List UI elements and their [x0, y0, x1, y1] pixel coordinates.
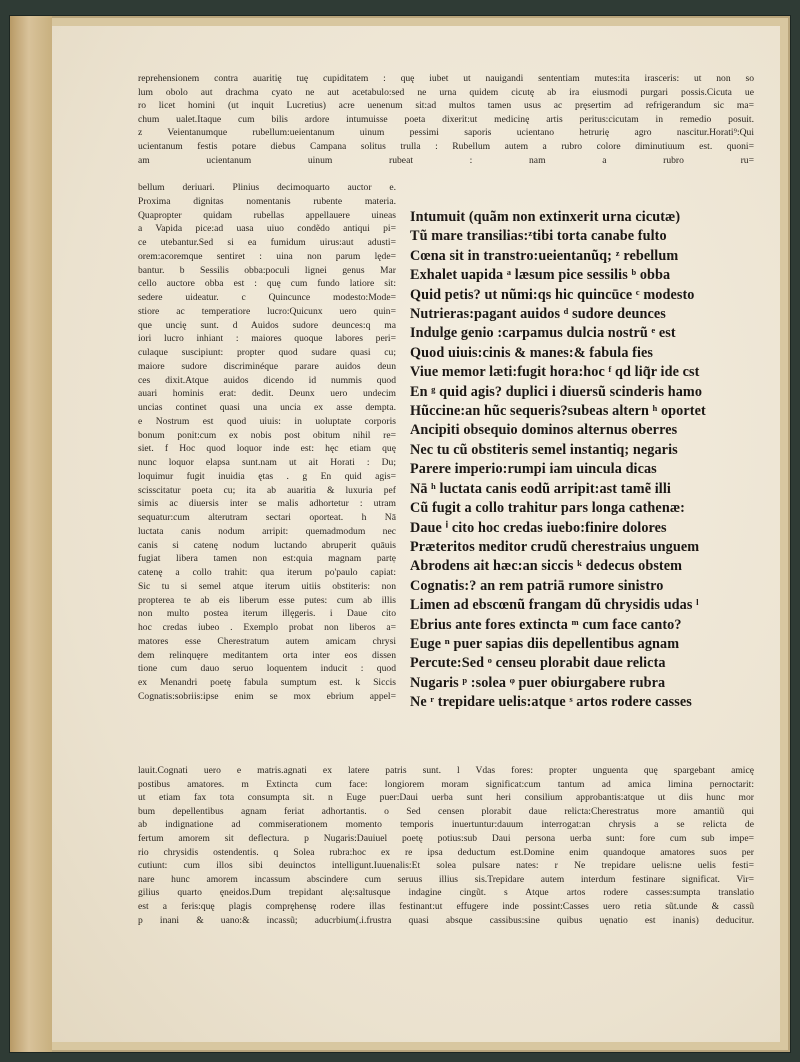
commentary-line: ut etiam fax tota consumpta sit. n Euge puer:Daui uerba sunt heri consilium approbantis:atque ut diis hunc mor [138, 792, 754, 804]
verse-line: Nugaris ᵖ :solea ᵠ puer obiurgabere rubra [410, 674, 666, 691]
commentary-line: luctata canis nodum arripit: quemadmodum nec [138, 525, 396, 537]
commentary-line: canis si catenę nodum luctando abruperit quāuis [138, 539, 396, 551]
top-commentary-block [138, 72, 754, 167]
commentary-line: que uncię sunt. d Auidos sudore deunces:q ma [138, 319, 396, 331]
verse-line: Nutrieras:pagant auidos ᵈ sudore deunces [410, 306, 666, 323]
page-binding-edge [10, 16, 52, 1052]
commentary-line: loquimur fugit inuidia ętas . g En quid agis= [138, 470, 396, 482]
commentary-line: ex Menandri poetę fabula sumptum est. k Siccis [138, 677, 396, 688]
commentary-line: catenę a collo trahit: qua iterum po'paulo capiat: [138, 567, 396, 578]
commentary-line: am ucientanum uinum rubeat : nam a rubro ru= [138, 154, 754, 166]
commentary-line: maiore sudore discriminéque parare auidos deun [138, 360, 396, 372]
commentary-line: simis ac diuersis inter se malis adhortetur : utram [138, 498, 396, 510]
verse-line: Hũccine:an hũc sequeris?subeas altern ʰ oportet [410, 403, 706, 420]
commentary-line: iori lucro inhiant : maiores quoque labores peri= [138, 333, 396, 345]
commentary-line: ucientanum festis potare diebus Campana solitus trulla : Rubellum autem a rubro colore diminutiuum est. quoni= [138, 140, 754, 152]
commentary-line: bellum deriuari. Plinius decimoquarto auctor e. [138, 182, 396, 193]
commentary-line: bum depellentibus agnam feriat adhortantis. o Sed censen plorabit daue relicta:Cherestratus more amantiũ qui [138, 805, 754, 817]
commentary-line: sedere uideatur. c Quincunce modesto:Mode= [138, 292, 396, 303]
commentary-line: gilius quarto ęneidos.Dum trepidant alę:saltusque indagine cingũt. s Atque artos rodere casses:sumpta translatio [138, 887, 754, 899]
commentary-line: uncias continet quasi una uncia ex asse dempta. [138, 402, 396, 413]
verse-line: Præteritos meditor crudũ cherestraius unguem [410, 538, 700, 555]
verse-line: Indulge genio :carpamus dulcia nostrũ ᵉ est [410, 325, 676, 342]
commentary-line: z Veientanumque rubellum:ueientanum uinum pessimi saporis ucientano hetrurię agro nascitur.Horati⁹:Qui [138, 127, 754, 139]
verse-line: Tũ mare transilias:ᶻtibi torta canabe fulto [410, 228, 667, 245]
commentary-line: ro licet homini (ut inquit Lucretius) acre uenenum sit:ad multos tamen usus ac pręsertim ad refrigerandum sic ma= [138, 100, 754, 112]
verse-line: Quod uiuis:cinis & manes:& fabula fies [410, 344, 654, 361]
bottom-commentary-block [138, 764, 754, 927]
commentary-line: matores esse Cherestratum autem amicam chrysi [138, 635, 396, 647]
main-verse-block [410, 208, 756, 713]
left-commentary-block [138, 181, 396, 704]
commentary-line: fugiat libera tamen non est:quia magnam partẹ [138, 553, 396, 565]
verse-line: Intumuit (quãm non extinxerit urna cicutæ) [410, 209, 681, 225]
commentary-line: ab indignatione ad commiserationem momento temporis inuertuntur:dauum interrogat:an chrysis a se relicta de [138, 819, 754, 831]
commentary-line: ces dixit.Atque auidos dicendo id nummis quod [138, 374, 396, 386]
commentary-line: Cognatis:sobriis:ipse enim se mox ebrium appel= [138, 690, 396, 702]
commentary-line: p inani & uano:& incassũ; aducrbium(.i.frustra quasi absque cassibus:sine quibus uęnatio est inanis) deducitur. [138, 914, 754, 926]
commentary-line: dem relinquęre meditantem orta inter eos dissen [138, 649, 396, 661]
verse-line: Nā ʰ luctata canis eodũ arripit:ast tamẽ illi [410, 480, 671, 497]
commentary-line: tione cum dauo seruo loquentem inducit : quod [138, 663, 396, 675]
commentary-line: non multo postea iterum illęgeris. i Daue cito [138, 608, 396, 620]
commentary-line: Proxima dignitas nomentanis rubente materia. [138, 195, 396, 207]
commentary-line: Sic tu si semel atque iterum uitiis obstiteris: non [138, 580, 396, 592]
commentary-line: nunc loquor elapsa sunt.nam ut ait Horati : Du; [138, 457, 396, 468]
commentary-line: culaque suscipiunt: propter quod sudare quasi cu; [138, 347, 396, 358]
verse-line: Cognatis:? an rem patriā rumore sinistro [410, 577, 664, 594]
verse-line: Percute:Sed ᵒ censeu plorabit daue relicta [410, 655, 666, 672]
commentary-line: cello auctore obba est : quę cum fundo latiore sit: [138, 278, 396, 290]
commentary-line: Quapropter quidam rubellas appellauere uineas [138, 209, 396, 221]
verse-line: Daue ⁱ cito hoc credas iuebo:finire dolores [410, 519, 667, 536]
commentary-line: chum ualet.Itaque cum bilis ardore intumuisse poeta dixerit:ut medicinę artis peritus:cicutam in remedio posuit. [138, 113, 754, 125]
verse-line: Ancipiti obsequio dominos alternus oberres [410, 422, 678, 439]
commentary-line: siet. f Hoc quod loquor inde est: hęc etiam quę [138, 443, 396, 455]
commentary-line: auari hominis erat: dedit. Deunx uero undecim [138, 388, 396, 400]
commentary-line: scisscitatur poeta cu; ita ab auaritia & luxuria pef [138, 484, 396, 496]
commentary-line: ce utebantur.Sed si ea fumidum uirus:aut adusti= [138, 237, 396, 248]
commentary-line: e Nostrum est quod uiuis: in uoluptate corporis [138, 415, 396, 427]
verse-line: Quid petis? ut nũmi:qs hic quincūce ᶜ modesto [410, 286, 695, 303]
verse-line: Viue memor læti:fugit hora:hoc ᶠ qd liq̃r ide cst [410, 364, 700, 381]
verse-line: Ne ʳ trepidare uelis:atque ˢ artos rodere casses [410, 694, 692, 711]
commentary-line: lauit.Cognati uero e matris.agnati ex latere patris sunt. l Vdas fores: propter unguenta quę spargebant amicę [138, 765, 754, 776]
commentary-line: lum obolo aut drachma cyato ne aut acetabulo:sed ne urna quidem cicutę ab ira eiusmodi purgari possis.Cicuta ue [138, 86, 754, 98]
verse-line: Limen ad ebscœnũ frangam dũ chrysidis udas ˡ [410, 597, 699, 614]
commentary-line: rio chrysidis ostendentis. q Solea rubra:hoc ex re ipsa deductum est.Domine enim quandoque amatores suos per [138, 846, 754, 858]
commentary-line: stiore ac temperatiore lucro:Quicunx uero quin= [138, 305, 396, 317]
commentary-line: reprehensionem contra auaritię tuę cupiditatem : quę iubet ut nauigandi sententiam mutes:ita irasceris: ut non so [138, 73, 754, 84]
commentary-line: bonum ponit:cum ex nobis post obitum nihil re= [138, 429, 396, 441]
verse-line: Parere imperio:rumpi iam uincula dicas [410, 461, 657, 478]
verse-line: Exhalet uapida ᵃ læsum pice sessilis ᵇ obba [410, 267, 671, 284]
commentary-line: est a feris:quę plagis compręhensę rodere illas festinant:ut effugere inde possint:Casses uero retia sũt.unde & cassũ [138, 900, 754, 912]
verse-line: En ᵍ quid agis? duplici i diuersũ scinderis hamo [410, 383, 703, 400]
commentary-line: bantur. b Sessilis obba:poculi lignei genus Mar [138, 264, 396, 276]
commentary-line: fertum amorem sit deflectura. p Nugaris:Dauiuel poetę potius:sub Daui persona uerba sunt: fore cum sub impe= [138, 832, 754, 844]
commentary-line: propterea te ab eis liberum esse putes: cum ab illis [138, 594, 396, 606]
commentary-line: postibus amatores. m Extincta cum face: longiorem moram significat:cum tantum ad amica limina pernoctarit: [138, 778, 754, 790]
commentary-line: a Vapida pice:ad uasa uiuo condẽdo antiqui pi= [138, 223, 396, 235]
verse-line: Cũ fugit a collo trahitur pars longa cathenæ: [410, 500, 685, 517]
commentary-line: orem:acoremque sentiret : uina non parum lęde= [138, 250, 396, 262]
verse-line: Cœna sit in transtro:ueientanũq; ᶻ rebellum [410, 247, 679, 264]
commentary-line: cutiunt: cum illos sibi deuinctos intelligunt.Iuuenalis:Et solea pulsare nates: r Ne trepidare uelis:ne uelis festi= [138, 860, 754, 872]
verse-line: Abrodens ait hæc:an siccis ᵏ dedecus obstem [410, 558, 683, 575]
verse-line: Ebrius ante fores extincta ᵐ cum face canto? [410, 616, 682, 633]
commentary-line: nare hunc amorem incassum abscindere cum seruus illius sis.Trepidare autem interdum festinare significat. Vir= [138, 873, 754, 885]
verse-line: Nec tu cũ obstiteris semel instantiq; negaris [410, 441, 678, 458]
verse-line: Euge ⁿ puer sapias diis depellentibus agnam [410, 635, 680, 652]
commentary-line: hoc credas iubeo . Exemplo probat non liberos a= [138, 622, 396, 633]
commentary-line: sequatur:cum alterutram sectari oporteat. h Nā [138, 512, 396, 523]
